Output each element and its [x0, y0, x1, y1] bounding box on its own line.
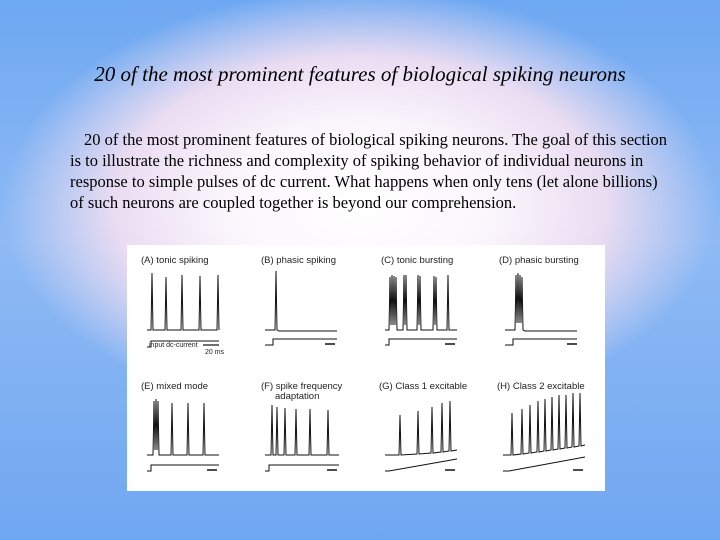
panel-f [261, 381, 343, 471]
panel-h [497, 381, 585, 471]
panel-e [141, 381, 219, 471]
panel-f-label: (F) spike frequency [261, 381, 343, 392]
panel-g-label: (G) Class 1 excitable [379, 381, 468, 392]
panel-a [141, 255, 225, 356]
panel-f-voltage-trace [265, 405, 339, 455]
panel-b-label: (B) phasic spiking [261, 255, 336, 266]
neuron-spiking-figure [127, 245, 605, 491]
panel-b [261, 255, 337, 345]
panel-e-voltage-trace [147, 399, 219, 455]
panel-c [381, 255, 457, 345]
panel-c-label: (C) tonic bursting [381, 255, 454, 266]
panel-c-voltage-trace [385, 275, 457, 330]
panel-d-input-step [505, 339, 577, 345]
panel-b-voltage-trace [265, 271, 337, 331]
scale-20ms-label: 20 ms [205, 349, 225, 356]
panel-f-label-line2: adaptation [275, 391, 320, 402]
panel-h-label: (H) Class 2 excitable [497, 381, 585, 392]
panel-d-voltage-trace [505, 273, 577, 331]
slide-title: 20 of the most prominent features of biological spiking neurons [94, 62, 626, 86]
panel-d-label: (D) phasic bursting [499, 255, 579, 266]
panel-a-voltage-trace [147, 273, 219, 330]
panel-g-voltage-trace [385, 401, 457, 455]
panel-e-label: (E) mixed mode [141, 381, 209, 392]
input-dc-current-label: input dc-current [149, 342, 198, 349]
panel-g [379, 381, 467, 471]
panel-h-voltage-trace [503, 393, 585, 455]
panel-a-label: (A) tonic spiking [141, 255, 209, 266]
panel-d [499, 255, 579, 345]
panel-h-input-ramp [503, 457, 585, 471]
panel-g-input-ramp [385, 459, 457, 471]
slide-body-text: 20 of the most prominent features of biological spiking neurons. The goal of this section is to illustrate the richness and complexity of spiking behavior of individual neurons in response to simple pulses of dc current. What happens when only tens (let alone billions) of such neurons are coupled together is beyond our comprehension. [70, 130, 668, 212]
